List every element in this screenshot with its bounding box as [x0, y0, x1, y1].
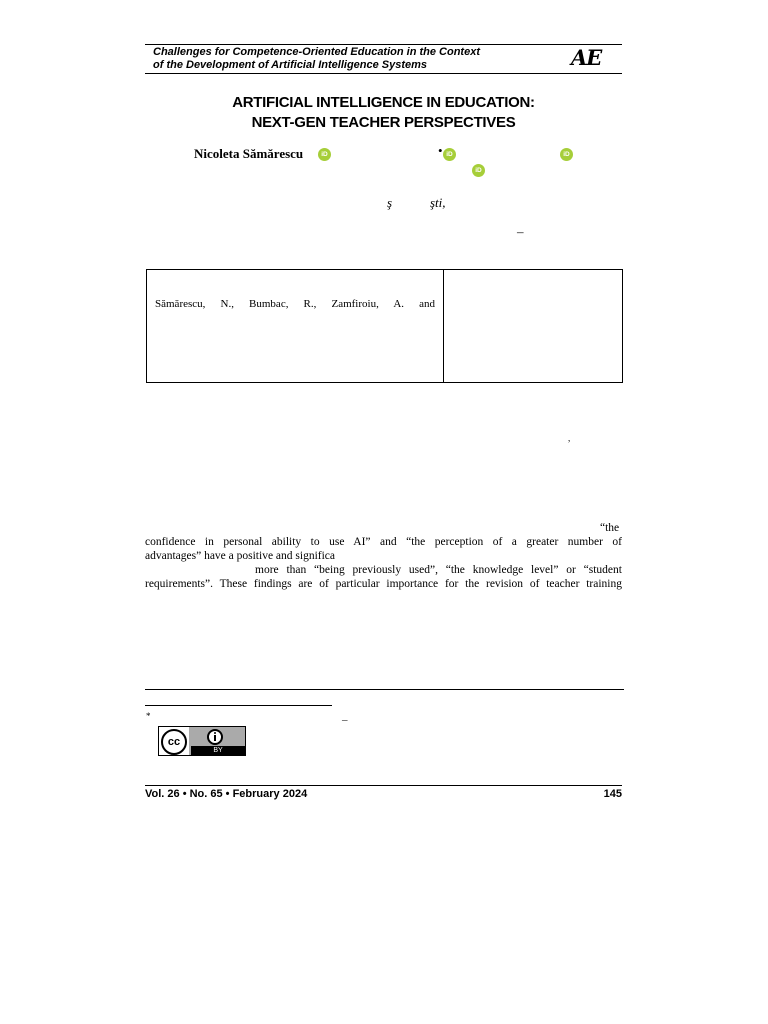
journal-title-line2: of the Development of Artificial Intelligence Systems	[153, 59, 428, 71]
citation-box-divider	[443, 270, 444, 382]
abstract-fragment: ,	[568, 433, 571, 443]
corresponding-author-bullet: •	[438, 143, 443, 158]
abstract-line-4: more than “being previously used”, “the knowledge level” or “student	[255, 564, 622, 576]
affiliation-fragment: ş	[387, 195, 393, 210]
footnote-dash: –	[342, 714, 348, 726]
email-dash-fragment: –	[517, 224, 524, 239]
attribution-person-icon	[207, 729, 223, 745]
citation-text: Sămărescu, N., Bumbac, R., Zamfiroiu, A. and	[155, 298, 435, 310]
citation-box	[146, 269, 623, 383]
abstract-line-5: requirements”. These findings are of particular importance for the revision of teacher training	[145, 578, 622, 590]
by-label: BY	[213, 747, 223, 754]
orcid-icon[interactable]: iD	[560, 148, 573, 161]
abstract-line-2: confidence in personal ability to use AI” and “the perception of a greater number of	[145, 536, 622, 548]
header-bottom-rule	[145, 73, 622, 74]
footnote-separator	[145, 705, 332, 706]
affiliation-fragment: şti,	[430, 195, 446, 210]
orcid-icon[interactable]: iD	[443, 148, 456, 161]
header-top-rule	[145, 44, 622, 45]
article-title-line2: NEXT-GEN TEACHER PERSPECTIVES	[251, 114, 516, 131]
footer-rule	[145, 785, 622, 786]
abstract-end-rule	[145, 689, 624, 690]
journal-title-line1: Challenges for Competence-Oriented Education in the Context	[153, 46, 480, 58]
orcid-icon[interactable]: iD	[472, 164, 485, 177]
author-name: Nicoleta Sămărescu	[194, 146, 304, 161]
abstract-line-3: advantages” have a positive and significa	[145, 550, 335, 562]
cc-icon: cc	[161, 729, 187, 755]
cc-by-license-badge[interactable]	[158, 726, 246, 756]
person-body	[214, 735, 216, 741]
article-title-line1: ARTIFICIAL INTELLIGENCE IN EDUCATION:	[232, 94, 535, 111]
abstract-line-1-end: “the	[600, 522, 620, 534]
footnote-marker: *	[146, 711, 151, 721]
person-head	[214, 732, 216, 734]
issue-info: Vol. 26 • No. 65 • February 2024	[145, 788, 308, 800]
orcid-icon[interactable]: iD	[318, 148, 331, 161]
journal-logo: AE	[571, 45, 602, 70]
page-number: 145	[603, 788, 622, 800]
